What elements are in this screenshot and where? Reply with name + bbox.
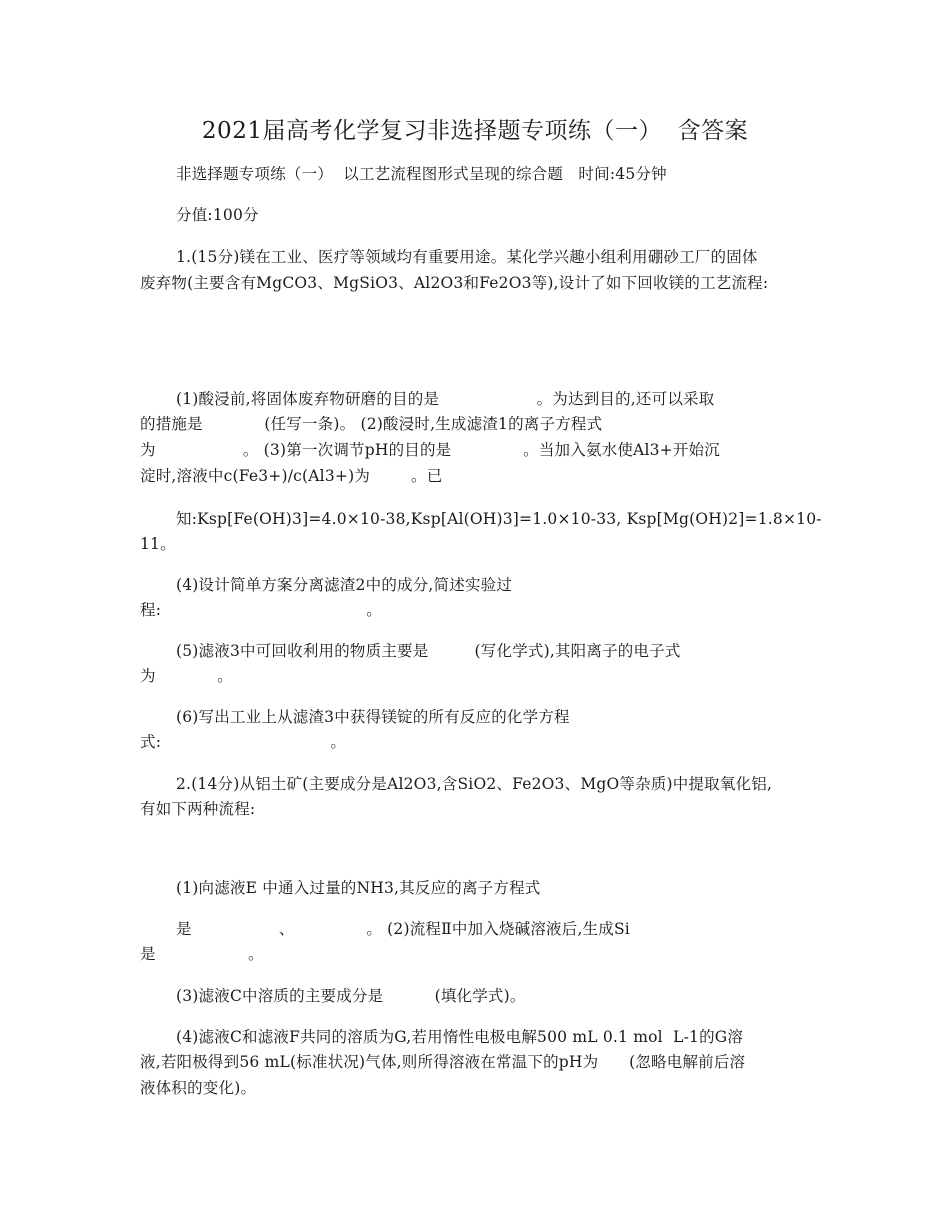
q1-stem-line-2: 废弃物(主要含有MgCO3、MgSiO3、Al2O3和Fe2O3等),设计了如下回收镁的工艺流程: <box>140 274 769 292</box>
q2-part4-line-3: 液体积的变化)。 <box>140 1079 257 1097</box>
q1-part1-line-4: 淀时,溶液中c(Fe3+)/c(Al3+)为 。已 <box>140 467 443 485</box>
q2-stem-line-1: 2.(14分)从铝土矿(主要成分是Al2O3,含SiO2、Fe2O3、MgO等杂质)中提取氧化铝, <box>176 775 773 793</box>
q1-ksp-line-2: 11。 <box>140 535 176 553</box>
q1-part5-line-1: (5)滤液3中可回收利用的物质主要是 (写化学式),其阳离子的电子式 <box>176 642 681 660</box>
q2-part4-line-2: 液,若阳极得到56 mL(标准状况)气体,则所得溶液在常温下的pH为 (忽略电解前后溶 <box>140 1053 746 1071</box>
q1-part1-line-2: 的措施是 (任写一条)。 (2)酸浸时,生成滤渣1的离子方程式 <box>140 415 603 433</box>
q2-part1b-line-2: 是 。 <box>140 945 264 963</box>
score-line: 分值:100分 <box>176 206 259 224</box>
q1-part1-line-1: (1)酸浸前,将固体废弃物研磨的目的是 。为达到目的,还可以采取 <box>176 390 715 408</box>
q1-part6-line-1: (6)写出工业上从滤渣3中获得镁锭的所有反应的化学方程 <box>176 708 570 726</box>
q1-part6-line-2: 式: 。 <box>140 733 347 751</box>
q1-stem-line-1: 1.(15分)镁在工业、医疗等领域均有重要用途。某化学兴趣小组利用硼砂工厂的固体 <box>176 248 758 266</box>
q2-part1-line: (1)向滤液E 中通入过量的NH3,其反应的离子方程式 <box>176 879 541 897</box>
q1-part5-line-2: 为 。 <box>140 667 233 685</box>
q1-ksp-line-1: 知:Ksp[Fe(OH)3]=4.0×10-38,Ksp[Al(OH)3]=1.0×10-33, Ksp[Mg(OH)2]=1.8×10- <box>176 510 822 528</box>
q1-part4-line-2: 程: 。 <box>140 601 382 619</box>
page-title: 2021届高考化学复习非选择题专项练（一） 含答案 <box>201 118 749 144</box>
q1-part1-line-3: 为 。 (3)第一次调节pH的目的是 。当加入氨水使Al3+开始沉 <box>140 441 720 459</box>
subtitle: 非选择题专项练（一） 以工艺流程图形式呈现的综合题 时间:45分钟 <box>176 165 667 183</box>
q2-part1b-line-1: 是 、 。 (2)流程Ⅱ中加入烧碱溶液后,生成Si <box>176 920 630 938</box>
q1-part4-line-1: (4)设计简单方案分离滤渣2中的成分,简述实验过 <box>176 576 513 594</box>
q2-part4-line-1: (4)滤液C和滤液F共同的溶质为G,若用惰性电极电解500 mL 0.1 mol L-1的G溶 <box>176 1028 744 1046</box>
q2-stem-line-2: 有如下两种流程: <box>140 800 256 818</box>
q2-part3-line: (3)滤液C中溶质的主要成分是 (填化学式)。 <box>176 987 526 1005</box>
